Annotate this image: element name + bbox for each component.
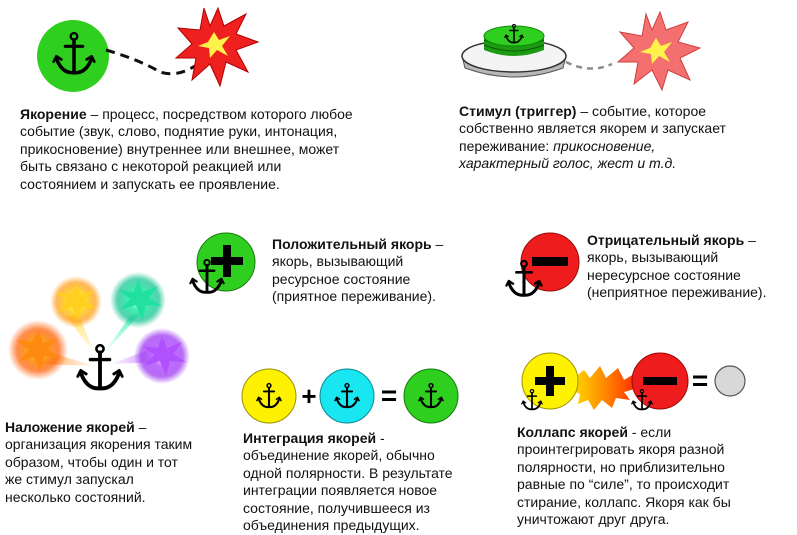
anchor-icon (78, 345, 122, 388)
sparkle-burst (110, 272, 166, 328)
stimulus-description: Стимул (триггер) – событие, которое собственно является якорем и запускает переживание: прикосновение, характерный голос, жест и т.д. (459, 103, 726, 172)
minus-sign-icon (643, 377, 677, 385)
stimulus-illustration (462, 12, 700, 90)
stacking-description: Наложение якорей – организация якорения таким образом, чтобы один и тот же стимул запускал несколько состояний. (5, 419, 193, 505)
stimulus-term: Стимул (триггер) (459, 103, 577, 119)
trigger-button (462, 25, 566, 78)
equals-operator: = (691, 365, 709, 396)
equals-operator: = (380, 380, 398, 411)
explosion-burst-icon (176, 8, 258, 86)
integration-illustration (242, 369, 458, 423)
collapse-description: Коллапс якорей - если проинтегрировать якоря разной полярности, но приблизительно равные по “силе”, то происходит стирание, коллапс. Якоря как бы уничтожают друг друга. (517, 424, 731, 528)
sparkle-burst (134, 328, 190, 384)
sparkle-burst (8, 320, 68, 380)
positive-anchor-illustration (190, 233, 255, 292)
collapse-term: Коллапс якорей (517, 424, 628, 440)
gray-result-circle (715, 366, 745, 396)
anchoring-illustration (37, 8, 258, 92)
stacking-term: Наложение якорей (5, 419, 135, 435)
positive-anchor-term: Положительный якорь (272, 236, 432, 252)
plus-operator: + (301, 381, 317, 411)
sparkle-burst (50, 276, 102, 328)
collision-burst (570, 366, 638, 410)
anchoring-description: Якорение – процесс, посредством которого любое событие (звук, слово, поднятие руки, интонация, прикосновение) внутреннее или внешнее, может быть связано с некоторой реакцией или состоянием и запускать ее проявление. (20, 106, 353, 192)
integration-description: Интеграция якорей - объединение якорей, обычно одной полярности. В результате интеграции появляется новое состояние, получившееся из объединения предыдущих. (243, 430, 453, 534)
negative-anchor-illustration (506, 233, 579, 295)
negative-anchor-term: Отрицательный якорь (587, 232, 745, 248)
stacking-illustration (8, 272, 190, 388)
dashed-link-line (566, 62, 612, 69)
collapse-illustration (522, 353, 745, 410)
positive-anchor-description: Положительный якорь – якорь, вызывающий ресурсное состояние (приятное переживание). (272, 236, 444, 305)
anchoring-term: Якорение (20, 106, 87, 122)
negative-anchor-description: Отрицательный якорь – якорь, вызывающий нересурсное состояние (неприятное переживание). (587, 232, 767, 301)
integration-term: Интеграция якорей (243, 430, 377, 446)
explosion-burst-icon (618, 12, 700, 90)
minus-sign-icon (532, 257, 568, 266)
